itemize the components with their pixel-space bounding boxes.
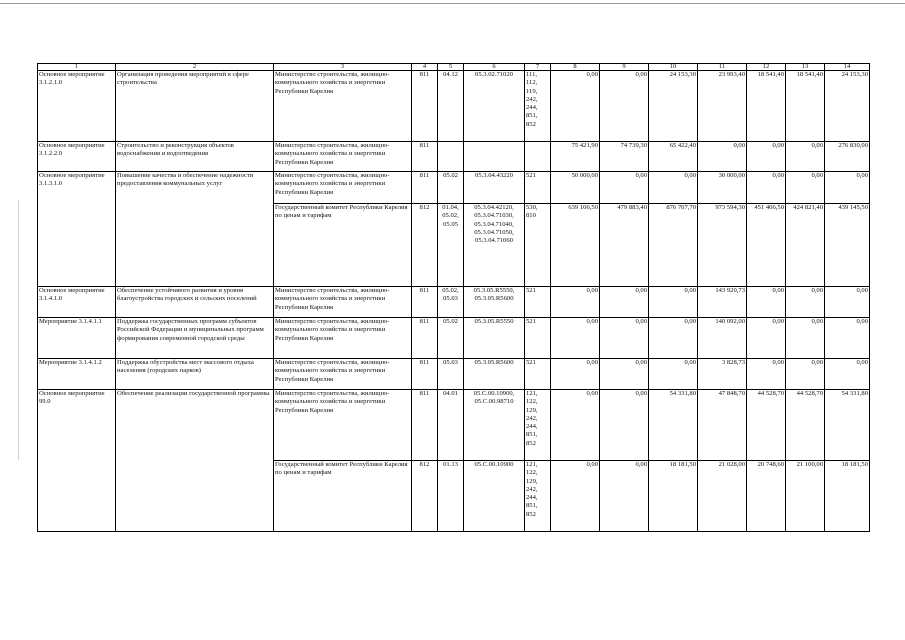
amount-cell: 0,00: [600, 359, 649, 390]
expense-type-cell: 521: [525, 318, 551, 359]
amount-cell: 65 422,40: [649, 142, 698, 172]
amount-cell: 21 100,00: [786, 461, 825, 532]
amount-cell: 973 594,30: [698, 204, 747, 287]
header-cell: 5: [438, 64, 464, 71]
target-article-cell: 05.3.05.R5550: [464, 318, 525, 359]
amount-cell: 0,00: [551, 390, 600, 461]
amount-cell: 18 181,50: [649, 461, 698, 532]
target-article-cell: 05.С.00.10900: [464, 461, 525, 532]
activity-code-cell: Мероприятие 3.1.4.1.1: [38, 318, 116, 359]
activity-code-cell: Основное мероприятие 3.1.2.2.0: [38, 142, 116, 172]
amount-cell: 0,00: [551, 71, 600, 142]
grbs-cell: 811: [412, 390, 438, 461]
section-cell: 05.02, 05.03: [438, 287, 464, 318]
amount-cell: 0,00: [600, 390, 649, 461]
activity-name-cell: Строительство и реконструкция объектов водоснабжения и водоотведения: [116, 142, 274, 172]
amount-cell: 24 153,30: [649, 71, 698, 142]
section-cell: 04.12: [438, 71, 464, 142]
amount-cell: 0,00: [600, 461, 649, 532]
activity-name-cell: Поддержка обустройства мест массового отдыха населения (городских парков): [116, 359, 274, 390]
amount-cell: 0,00: [551, 318, 600, 359]
amount-cell: 18 181,50: [825, 461, 870, 532]
amount-cell: 0,00: [786, 359, 825, 390]
header-cell: 14: [825, 64, 870, 71]
header-cell: 4: [412, 64, 438, 71]
amount-cell: 0,00: [600, 318, 649, 359]
amount-cell: 451 406,50: [747, 204, 786, 287]
expense-type-cell: 521: [525, 287, 551, 318]
target-article-cell: 05.3.02.71020: [464, 71, 525, 142]
amount-cell: 0,00: [600, 71, 649, 142]
amount-cell: 143 920,73: [698, 287, 747, 318]
amount-cell: 50 000,00: [551, 172, 600, 204]
table-row: [38, 390, 870, 461]
executor-cell: Министерство строительства, жилищно-коммунального хозяйства и энергетики Республики Карелия: [274, 287, 412, 318]
section-cell: [438, 142, 464, 172]
table-row: [38, 142, 870, 172]
activity-code-cell: Основное мероприятие 3.1.4.1.0: [38, 287, 116, 318]
scan-left-edge: [18, 200, 19, 460]
amount-cell: 18 541,40: [747, 71, 786, 142]
executor-cell: Министерство строительства, жилищно-коммунального хозяйства и энергетики Республики Карелия: [274, 359, 412, 390]
amount-cell: 21 028,00: [698, 461, 747, 532]
amount-cell: 0,00: [747, 287, 786, 318]
header-cell: 10: [649, 64, 698, 71]
section-cell: 01.13: [438, 461, 464, 532]
expense-type-cell: 111, 112, 119, 242, 244, 851, 852: [525, 71, 551, 142]
activity-name-cell: Обеспечение устойчивого развития и уровня благоустройства городских и сельских поселений: [116, 287, 274, 318]
header-cell: 7: [525, 64, 551, 71]
expense-type-cell: 121, 122, 129, 242, 244, 851, 852: [525, 461, 551, 532]
amount-cell: 0,00: [825, 359, 870, 390]
activity-code-cell: Основное мероприятие 3.1.3.1.0: [38, 172, 116, 287]
section-cell: 05.02: [438, 318, 464, 359]
activity-name-cell: Поддержка государственных программ субъектов Российской Федерации и муниципальных программ формирования современной городской среды: [116, 318, 274, 359]
expense-type-cell: 521: [525, 172, 551, 204]
executor-cell: Министерство строительства, жилищно-коммунального хозяйства и энергетики Республики Карелия: [274, 142, 412, 172]
amount-cell: 140 092,00: [698, 318, 747, 359]
amount-cell: 0,00: [649, 172, 698, 204]
amount-cell: 0,00: [786, 287, 825, 318]
scan-top-edge: [0, 3, 905, 4]
header-cell: 12: [747, 64, 786, 71]
grbs-cell: 811: [412, 318, 438, 359]
executor-cell: Министерство строительства, жилищно-коммунального хозяйства и энергетики Республики Карелия: [274, 172, 412, 204]
amount-cell: 876 707,70: [649, 204, 698, 287]
expense-type-cell: 121, 122, 129, 242, 244, 851, 852: [525, 390, 551, 461]
amount-cell: 0,00: [600, 172, 649, 204]
grbs-cell: 811: [412, 142, 438, 172]
activity-code-cell: Основное мероприятие 3.1.2.1.0: [38, 71, 116, 142]
amount-cell: 439 145,50: [825, 204, 870, 287]
budget-table: [37, 63, 870, 532]
amount-cell: 639 106,50: [551, 204, 600, 287]
grbs-cell: 812: [412, 204, 438, 287]
grbs-cell: 811: [412, 359, 438, 390]
expense-type-cell: 530, 810: [525, 204, 551, 287]
amount-cell: 424 821,40: [786, 204, 825, 287]
amount-cell: 44 528,70: [747, 390, 786, 461]
amount-cell: 0,00: [551, 461, 600, 532]
target-article-cell: 05.3.04.42120, 05.3.04.71030, 05.3.04.71040, 05.3.04.71050, 05.3.04.71060: [464, 204, 525, 287]
header-cell: 1: [38, 64, 116, 71]
header-cell: 13: [786, 64, 825, 71]
table-row: [38, 172, 870, 204]
amount-cell: 30 000,00: [698, 172, 747, 204]
target-article-cell: 05.3.05.R5600: [464, 359, 525, 390]
activity-code-cell: Мероприятие 3.1.4.1.2: [38, 359, 116, 390]
amount-cell: 0,00: [747, 172, 786, 204]
amount-cell: 3 828,73: [698, 359, 747, 390]
amount-cell: 0,00: [649, 287, 698, 318]
amount-cell: 0,00: [600, 287, 649, 318]
amount-cell: 23 993,40: [698, 71, 747, 142]
executor-cell: Государственный комитет Республики Карелия по ценам и тарифам: [274, 204, 412, 287]
amount-cell: 0,00: [747, 318, 786, 359]
section-cell: 01.04, 05.02, 05.05: [438, 204, 464, 287]
amount-cell: 0,00: [786, 318, 825, 359]
amount-cell: 0,00: [825, 172, 870, 204]
amount-cell: 0,00: [747, 142, 786, 172]
amount-cell: 0,00: [825, 287, 870, 318]
expense-type-cell: [525, 142, 551, 172]
header-cell: 8: [551, 64, 600, 71]
amount-cell: 0,00: [786, 172, 825, 204]
table-row: [38, 318, 870, 359]
target-article-cell: 05.С.00.10900, 05.С.00.98710: [464, 390, 525, 461]
amount-cell: 479 883,40: [600, 204, 649, 287]
expense-type-cell: 521: [525, 359, 551, 390]
activity-name-cell: Обеспечение реализации государственной программы: [116, 390, 274, 532]
executor-cell: Министерство строительства, жилищно-коммунального хозяйства и энергетики Республики Карелия: [274, 390, 412, 461]
table-row: [38, 359, 870, 390]
amount-cell: 0,00: [649, 318, 698, 359]
amount-cell: 54 331,80: [649, 390, 698, 461]
amount-cell: 0,00: [698, 142, 747, 172]
amount-cell: 18 541,40: [786, 71, 825, 142]
header-cell: 2: [116, 64, 274, 71]
header-cell: 3: [274, 64, 412, 71]
table-row: [38, 71, 870, 142]
target-article-cell: 05.3.04.43220: [464, 172, 525, 204]
activity-code-cell: Основное мероприятие 99.0: [38, 390, 116, 532]
grbs-cell: 812: [412, 461, 438, 532]
amount-cell: 0,00: [649, 359, 698, 390]
amount-cell: 74 739,30: [600, 142, 649, 172]
amount-cell: 75 421,90: [551, 142, 600, 172]
amount-cell: 0,00: [747, 359, 786, 390]
header-cell: 6: [464, 64, 525, 71]
amount-cell: 0,00: [551, 359, 600, 390]
executor-cell: Государственный комитет Республики Карелия по ценам и тарифам: [274, 461, 412, 532]
table-row: [38, 287, 870, 318]
section-cell: 05.03: [438, 359, 464, 390]
grbs-cell: 811: [412, 287, 438, 318]
amount-cell: 0,00: [551, 287, 600, 318]
table-header-row: [38, 64, 870, 71]
target-article-cell: [464, 142, 525, 172]
activity-name-cell: Организация проведения мероприятий в сфере строительства: [116, 71, 274, 142]
executor-cell: Министерство строительства, жилищно-коммунального хозяйства и энергетики Республики Карелия: [274, 71, 412, 142]
section-cell: 05.02: [438, 172, 464, 204]
amount-cell: 0,00: [786, 142, 825, 172]
amount-cell: 24 153,30: [825, 71, 870, 142]
executor-cell: Министерство строительства, жилищно-коммунального хозяйства и энергетики Республики Карелия: [274, 318, 412, 359]
target-article-cell: 05.3.05.R5550, 05.3.05.R5600: [464, 287, 525, 318]
amount-cell: 276 830,00: [825, 142, 870, 172]
grbs-cell: 811: [412, 71, 438, 142]
activity-name-cell: Повышение качества и обеспечение надежности предоставления коммунальных услуг: [116, 172, 274, 287]
amount-cell: 44 528,70: [786, 390, 825, 461]
grbs-cell: 811: [412, 172, 438, 204]
header-cell: 11: [698, 64, 747, 71]
header-cell: 9: [600, 64, 649, 71]
amount-cell: 54 331,80: [825, 390, 870, 461]
amount-cell: 20 748,60: [747, 461, 786, 532]
amount-cell: 0,00: [825, 318, 870, 359]
amount-cell: 47 848,70: [698, 390, 747, 461]
section-cell: 04.01: [438, 390, 464, 461]
